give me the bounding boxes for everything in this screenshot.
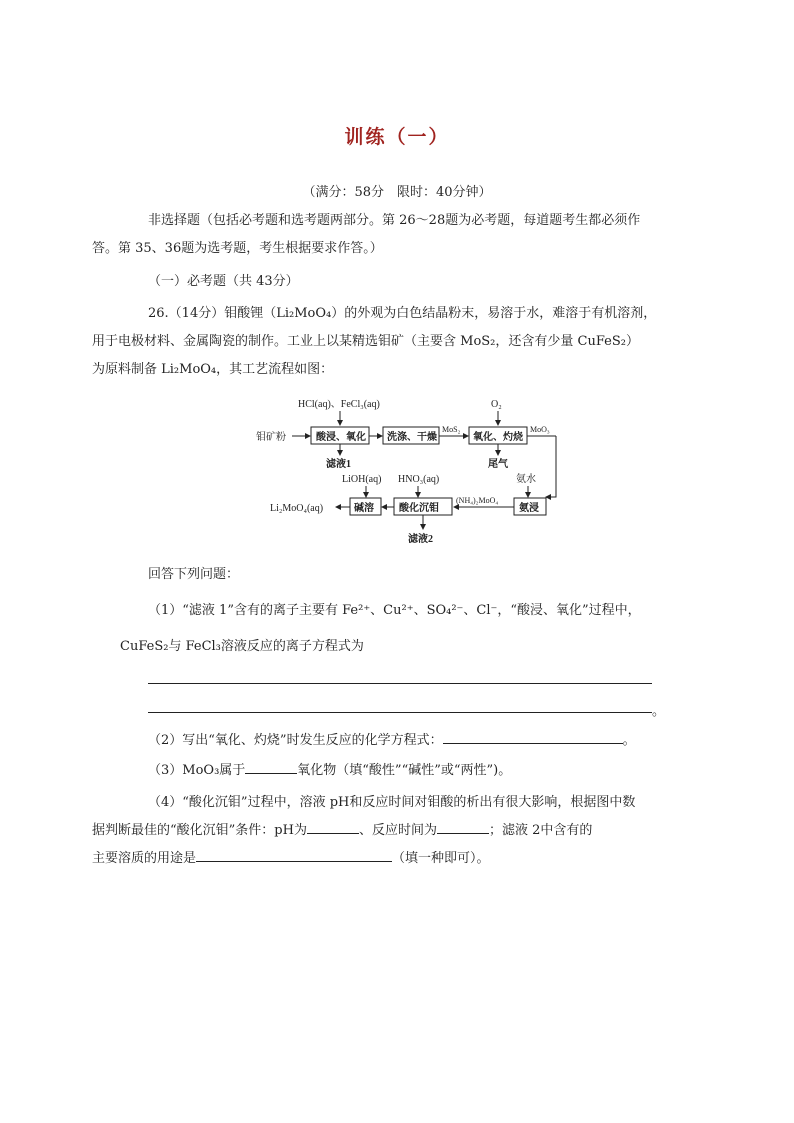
- mos2-label: MoS₂: [442, 425, 461, 434]
- reagent-lioh: LiOH(aq): [342, 474, 382, 485]
- q4-line-1: （4）“酸化沉钼”过程中，溶液 pH和反应时间对钼酸的析出有很大影响，根据图中数: [148, 795, 636, 810]
- q4-use-blank[interactable]: [196, 847, 392, 862]
- q2-text: （2）写出“氧化、灼烧”时发生反应的化学方程式：: [148, 733, 443, 748]
- question-3: [120, 757, 676, 785]
- answer-line-1[interactable]: [148, 683, 652, 684]
- score-time-info: （满分：58分 限时：40分钟）: [302, 185, 492, 200]
- question-26-stem: [92, 300, 676, 384]
- q3-post: 氧化物（填“酸性”“碱性”或“两性”)。: [297, 763, 512, 778]
- question-1: [120, 597, 676, 625]
- q26-line-1: 26.（14分）钼酸锂（Li₂MoO₄）的外观为白色结晶粉末，易溶于水，难溶于有机溶剂，: [148, 306, 657, 321]
- question-2: [120, 727, 676, 755]
- q4-line-2-b: 、反应时间为: [358, 823, 437, 838]
- box-ammonia-leach-label: 氨浸: [519, 503, 539, 514]
- q1-line-2: CuFeS₂与 FeCl₃溶液反应的离子方程式为: [120, 639, 364, 654]
- box-alkali-dissolve-label: 碱溶: [354, 503, 374, 514]
- moo3-label: MoO₃: [530, 425, 550, 434]
- box-oxidize-roast-label: 氧化、灼烧: [473, 432, 523, 443]
- q2-end: 。: [622, 733, 636, 748]
- reagent-o2: O₂: [491, 399, 502, 410]
- tail-gas-label: 尾气: [488, 459, 508, 470]
- reagent-hcl-fecl3: HCl(aq)、FeCl₃(aq): [298, 399, 380, 410]
- answer-line-2[interactable]: [148, 712, 652, 713]
- q4-line-2-a: 据判断最佳的“酸化沉钼”条件：pH为: [92, 823, 307, 838]
- q26-line-3: 为原料制备 Li₂MoO₄，其工艺流程如图：: [92, 362, 334, 377]
- filtrate-2-label: 滤液2: [408, 534, 433, 545]
- q4-line-3: [92, 851, 490, 866]
- q3-pre: （3）MoO₃属于: [148, 763, 246, 778]
- reagent-ammonia: 氨水: [516, 474, 536, 485]
- box-acidify-precipitate-label: 酸化沉钼: [399, 503, 439, 514]
- question-4: [92, 789, 676, 873]
- reagent-hno3: HNO₃(aq): [398, 474, 440, 485]
- ammonium-molybdate-label: (NH₄)₂MoO₄: [456, 496, 499, 505]
- page-title: 训练（一）: [344, 126, 450, 148]
- q4-time-blank[interactable]: [437, 819, 489, 834]
- process-flow-diagram: [248, 395, 568, 555]
- box-wash-dry-label: 洗涤、干燥: [387, 432, 437, 443]
- q4-line-2-c: ；滤液 2中含有的: [488, 823, 593, 838]
- intro-paragraph: [92, 207, 676, 263]
- intro-line-1: 非选择题（包括必考题和选考题两部分。第 26～28题为必考题，每道题考生都必须作: [148, 213, 641, 228]
- intro-line-2: 答。第 35、36题为选考题，考生根据要求作答。）: [92, 241, 383, 256]
- ore-label: 钼矿粉: [256, 432, 286, 443]
- q1-end-mark: 。: [652, 704, 666, 719]
- q4-ph-blank[interactable]: [307, 819, 359, 834]
- q1-line-1: （1）“滤液 1”含有的离子主要有 Fe²⁺、Cu²⁺、SO₄²⁻、Cl⁻，“酸浸、氧化”过程中，: [148, 603, 641, 618]
- q3-blank[interactable]: [245, 759, 297, 774]
- q26-line-2: 用于电极材料、金属陶瓷的制作。工业上以某精选钼矿（主要含 MoS₂，还含有少量 CuFeS₂）: [92, 334, 639, 349]
- section-heading: （一）必考题（共 43分）: [148, 274, 299, 289]
- q2-blank[interactable]: [443, 729, 623, 744]
- box-acid-leach-label: 酸浸、氧化: [316, 432, 366, 443]
- answer-prompt: 回答下列问题：: [148, 567, 240, 582]
- q4-line-3-a: 主要溶质的用途是: [92, 851, 197, 866]
- q4-line-3-b: （填一种即可）。: [392, 851, 490, 866]
- product-label: Li₂MoO₄(aq): [270, 503, 324, 514]
- q4-line-2: [92, 823, 592, 838]
- filtrate-1-label: 滤液1: [326, 459, 351, 470]
